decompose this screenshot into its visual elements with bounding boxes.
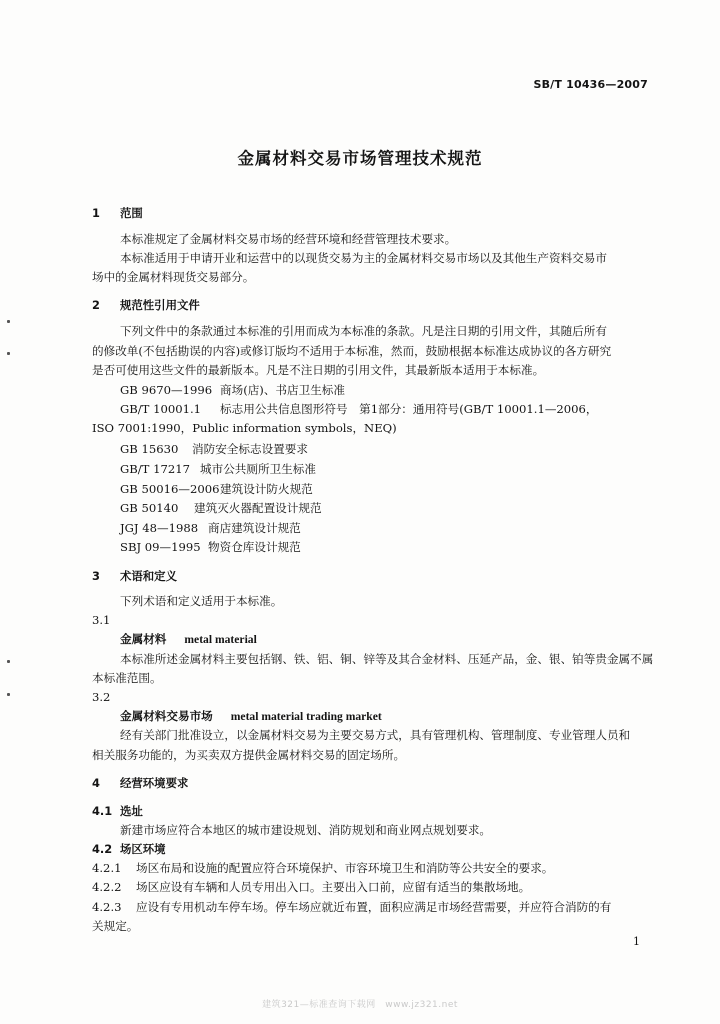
scan-speck	[7, 320, 10, 323]
reference-code: GB 15630	[120, 442, 179, 456]
clause-4-2-1	[92, 860, 553, 876]
clause-text: 场区应设有车辆和人员专用出入口。主要出入口前，应留有适当的集散场地。	[136, 880, 531, 894]
reference-code: GB/T 17217	[120, 462, 190, 476]
reference-item	[120, 441, 308, 457]
clause-number: 4.2.1	[92, 861, 122, 875]
reference-title: 城市公共厕所卫生标准	[200, 462, 316, 476]
scan-speck	[7, 693, 10, 696]
clause-4-2-2	[92, 879, 530, 895]
section-3-heading	[92, 568, 177, 584]
paragraph: 本标准规定了金属材料交易市场的经营环境和经营管理技术要求。	[120, 232, 457, 246]
clause-title: 场区环境	[120, 842, 166, 856]
document-title: 金属材料交易市场管理技术规范	[237, 149, 483, 168]
definition: 经有关部门批准设立，以金属材料交易为主要交易方式，具有管理机构、管理制度、专业管理人员和	[120, 728, 631, 742]
section-number: 1	[92, 206, 100, 220]
term-english: metal material trading market	[230, 710, 382, 723]
reference-code: JGJ 48—1988	[120, 521, 199, 535]
reference-title: 商场(店)、书店卫生标准	[220, 383, 345, 397]
clause-4-1-heading	[92, 803, 143, 819]
reference-title: 物资仓库设计规范	[208, 540, 301, 554]
term-chinese: 金属材料	[120, 632, 167, 646]
page-number: 1	[633, 935, 640, 948]
reference-code: SBJ 09—1995	[120, 540, 201, 554]
definition-continuation: 本标准范围。	[92, 671, 162, 685]
clause-number: 4.2	[92, 842, 113, 856]
paragraph: 下列术语和定义适用于本标准。	[120, 594, 283, 608]
definition-continuation: 相关服务功能的，为买卖双方提供金属材料交易的固定场所。	[92, 748, 406, 762]
clause-text: 应设有专用机动车停车场。停车场应就近布置，面积应满足市场经营需要，并应符合消防的有	[136, 900, 612, 914]
reference-item	[120, 500, 322, 516]
reference-code: GB 9670—1996	[120, 383, 213, 397]
paragraph-continuation: 的修改单(不包括勘误的内容)或修订版均不适用于本标准，然而，鼓励根据本标准达成协议的各方研究	[92, 344, 612, 358]
clause-title: 选址	[120, 804, 143, 818]
term-entry	[120, 708, 382, 725]
reference-title: 消防安全标志设置要求	[192, 442, 308, 456]
clause-number: 3.2	[92, 690, 111, 704]
reference-title: 建筑设计防火规范	[220, 482, 313, 496]
section-title: 范围	[120, 206, 143, 220]
section-number: 4	[92, 776, 100, 790]
reference-item	[120, 481, 313, 497]
clause-4-2-heading	[92, 841, 166, 857]
reference-title: 建筑灭火器配置设计规范	[194, 501, 322, 515]
term-entry	[120, 631, 257, 648]
section-title: 术语和定义	[120, 569, 177, 583]
paragraph-continuation: 场中的金属材料现货交易部分。	[92, 270, 255, 284]
reference-code: GB 50016—2006	[120, 482, 220, 496]
section-4-heading	[92, 775, 188, 791]
scan-speck	[7, 660, 10, 663]
reference-item	[120, 539, 301, 555]
section-title: 规范性引用文件	[120, 298, 200, 312]
paragraph-continuation: 是否可使用这些文件的最新版本。凡是不注日期的引用文件，其最新版本适用于本标准。	[92, 363, 545, 377]
paragraph: 下列文件中的条款通过本标准的引用而成为本标准的条款。凡是注日期的引用文件，其随后所有	[120, 324, 607, 338]
section-1-heading	[92, 205, 143, 221]
clause-number: 3.1	[92, 613, 111, 627]
clause-4-2-3	[92, 899, 611, 915]
reference-item	[120, 461, 316, 477]
reference-code: GB/T 10001.1	[120, 402, 202, 416]
clause-continuation: 关规定。	[92, 919, 139, 933]
reference-item	[120, 382, 345, 398]
reference-item	[120, 401, 598, 417]
term-english: metal material	[184, 633, 257, 646]
definition: 本标准所述金属材料主要包括钢、铁、铝、铜、锌等及其合金材料、压延产品，金、银、铂等贵金属不属	[120, 652, 654, 666]
section-number: 2	[92, 298, 100, 312]
paragraph: 新建市场应符合本地区的城市建设规划、消防规划和商业网点规划要求。	[120, 823, 492, 837]
standard-code: SB/T 10436—2007	[533, 78, 648, 91]
reference-item	[120, 520, 301, 536]
paragraph: 本标准适用于申请开业和运营中的以现货交易为主的金属材料交易市场以及其他生产资料交易市	[120, 251, 607, 265]
clause-number: 4.2.2	[92, 880, 122, 894]
clause-text: 场区布局和设施的配置应符合环境保护、市容环境卫生和消防等公共安全的要求。	[136, 861, 554, 875]
section-title: 经营环境要求	[120, 776, 189, 790]
reference-code: GB 50140	[120, 501, 179, 515]
term-chinese: 金属材料交易市场	[120, 709, 213, 723]
reference-title: 商店建筑设计规范	[208, 521, 301, 535]
section-2-heading	[92, 297, 200, 313]
scan-speck	[7, 352, 10, 355]
clause-number: 4.1	[92, 804, 113, 818]
footer-watermark: 建筑321—标准查询下载网 www.jz321.net	[262, 1000, 458, 1010]
clause-number: 4.2.3	[92, 900, 122, 914]
reference-continuation: ISO 7001:1990，Public information symbols，NEQ)	[92, 421, 397, 435]
section-number: 3	[92, 569, 100, 583]
reference-title: 标志用公共信息图形符号 第1部分：通用符号(GB/T 10001.1—2006，	[220, 402, 598, 416]
